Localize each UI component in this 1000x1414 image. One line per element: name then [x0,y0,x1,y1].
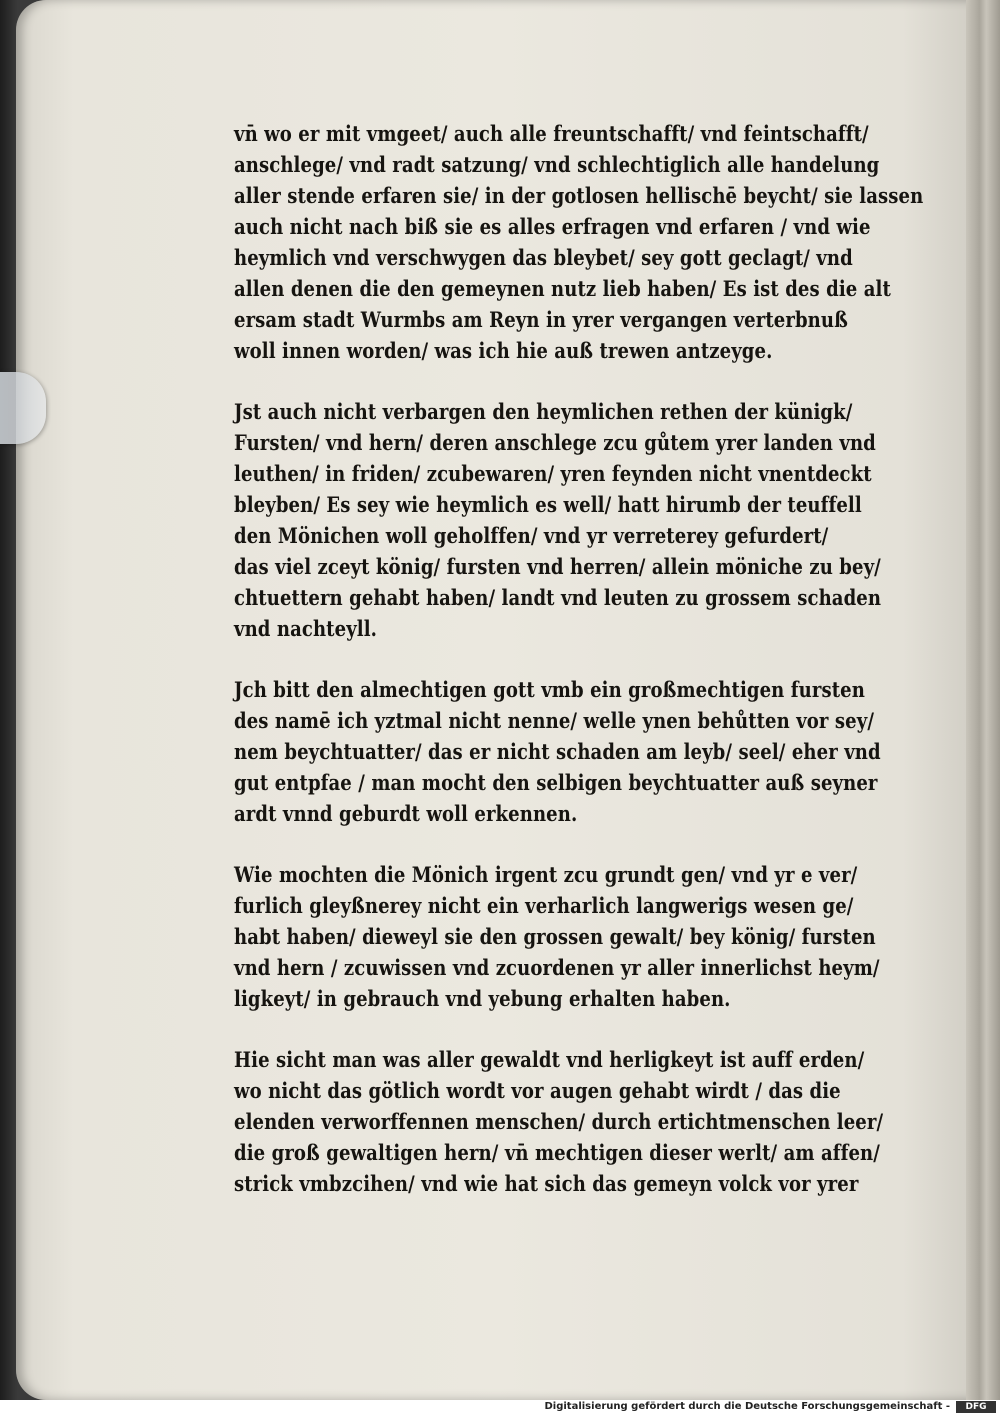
paragraph [234,674,904,829]
paragraph [234,859,904,1014]
text-line: auch nicht nach biß sie es alles erfragen vnd erfaren / vnd wie [234,214,871,239]
text-line: elenden verworffennen menschen/ durch ertichtmenschen leer/ [234,1109,884,1134]
text-line: Fursten/ vnd hern/ deren anschlege zcu gůtem yrer landen vnd [234,430,876,455]
text-line: aller stende erfaren sie/ in der gotlosen hellischē beycht/ sie lassen [234,183,924,208]
text-line: Wie mochten die Mönich irgent zcu grundt gen/ vnd yr e ver/ [234,862,858,887]
text-line: strick vmbzcihen/ vnd wie hat sich das gemeyn volck vor yrer [234,1171,859,1196]
text-line: heymlich vnd verschwygen das bleybet/ sey gott geclagt/ vnd [234,245,853,270]
paragraph [234,118,924,366]
text-line: Hie sicht man was aller gewaldt vnd herligkeyt ist auff erden/ [234,1047,865,1072]
text-line: ligkeyt/ in gebrauch vnd yebung erhalten haben. [234,986,731,1011]
text-line: allen denen die den gemeynen nutz lieb haben/ Es ist des die alt [234,276,891,301]
text-line: vn̄ wo er mit vmgeet/ auch alle freuntschafft/ vnd feintschafft/ [234,121,869,146]
text-line: die groß gewaltigen hern/ vn̄ mechtigen dieser werlt/ am affen/ [234,1140,880,1165]
paragraph [234,396,904,644]
text-line: habt haben/ dieweyl sie den grossen gewalt/ bey könig/ fursten [234,924,876,949]
text-line: woll innen worden/ was ich hie auß trewen antzeyge. [234,338,773,363]
text-line: bleyben/ Es sey wie heymlich es well/ hatt hirumb der teuffell [234,492,862,517]
page-edge [966,0,1000,1400]
dfg-logo: DFG [956,1401,996,1413]
page-text [234,118,924,1229]
text-line: gut entpfae / man mocht den selbigen beychtuatter auß seyner [234,770,878,795]
text-line: den Mönichen woll geholffen/ vnd yr verreterey gefurdert/ [234,523,829,548]
text-line: ersam stadt Wurmbs am Reyn in yrer vergangen verterbnuß [234,307,848,332]
paragraph [234,1044,904,1199]
text-line: nem beychtuatter/ das er nicht schaden am leyb/ seel/ eher vnd [234,739,881,764]
text-line: leuthen/ in friden/ zcubewaren/ yren feynden nicht vnentdeckt [234,461,872,486]
text-line: vnd nachteyll. [234,616,378,641]
text-line: das viel zceyt könig/ fursten vnd herren/ allein möniche zu bey/ [234,554,881,579]
text-line: Jch bitt den almechtigen gott vmb ein großmechtigen fursten [234,677,865,702]
text-line: furlich gleyßnerey nicht ein verharlich langwerigs wesen ge/ [234,893,854,918]
text-line: chtuettern gehabt haben/ landt vnd leuten zu grossem schaden [234,585,882,610]
text-line: vnd hern / zcuwissen vnd zcuordenen yr aller innerlichst heym/ [234,955,880,980]
footer-bar [0,1400,1000,1414]
text-line: des namē ich yztmal nicht nenne/ welle ynen behůtten vor sey/ [234,708,875,733]
text-line: wo nicht das götlich wordt vor augen gehabt wirdt / das die [234,1078,841,1103]
text-line: ardt vnnd geburdt woll erkennen. [234,801,578,826]
text-line: Jst auch nicht verbargen den heymlichen rethen der künigk/ [234,399,853,424]
text-line: anschlege/ vnd radt satzung/ vnd schlechtiglich alle handelung [234,152,880,177]
footer-credit: Digitalisierung gefördert durch die Deutsche Forschungsgemeinschaft - [544,1401,950,1412]
